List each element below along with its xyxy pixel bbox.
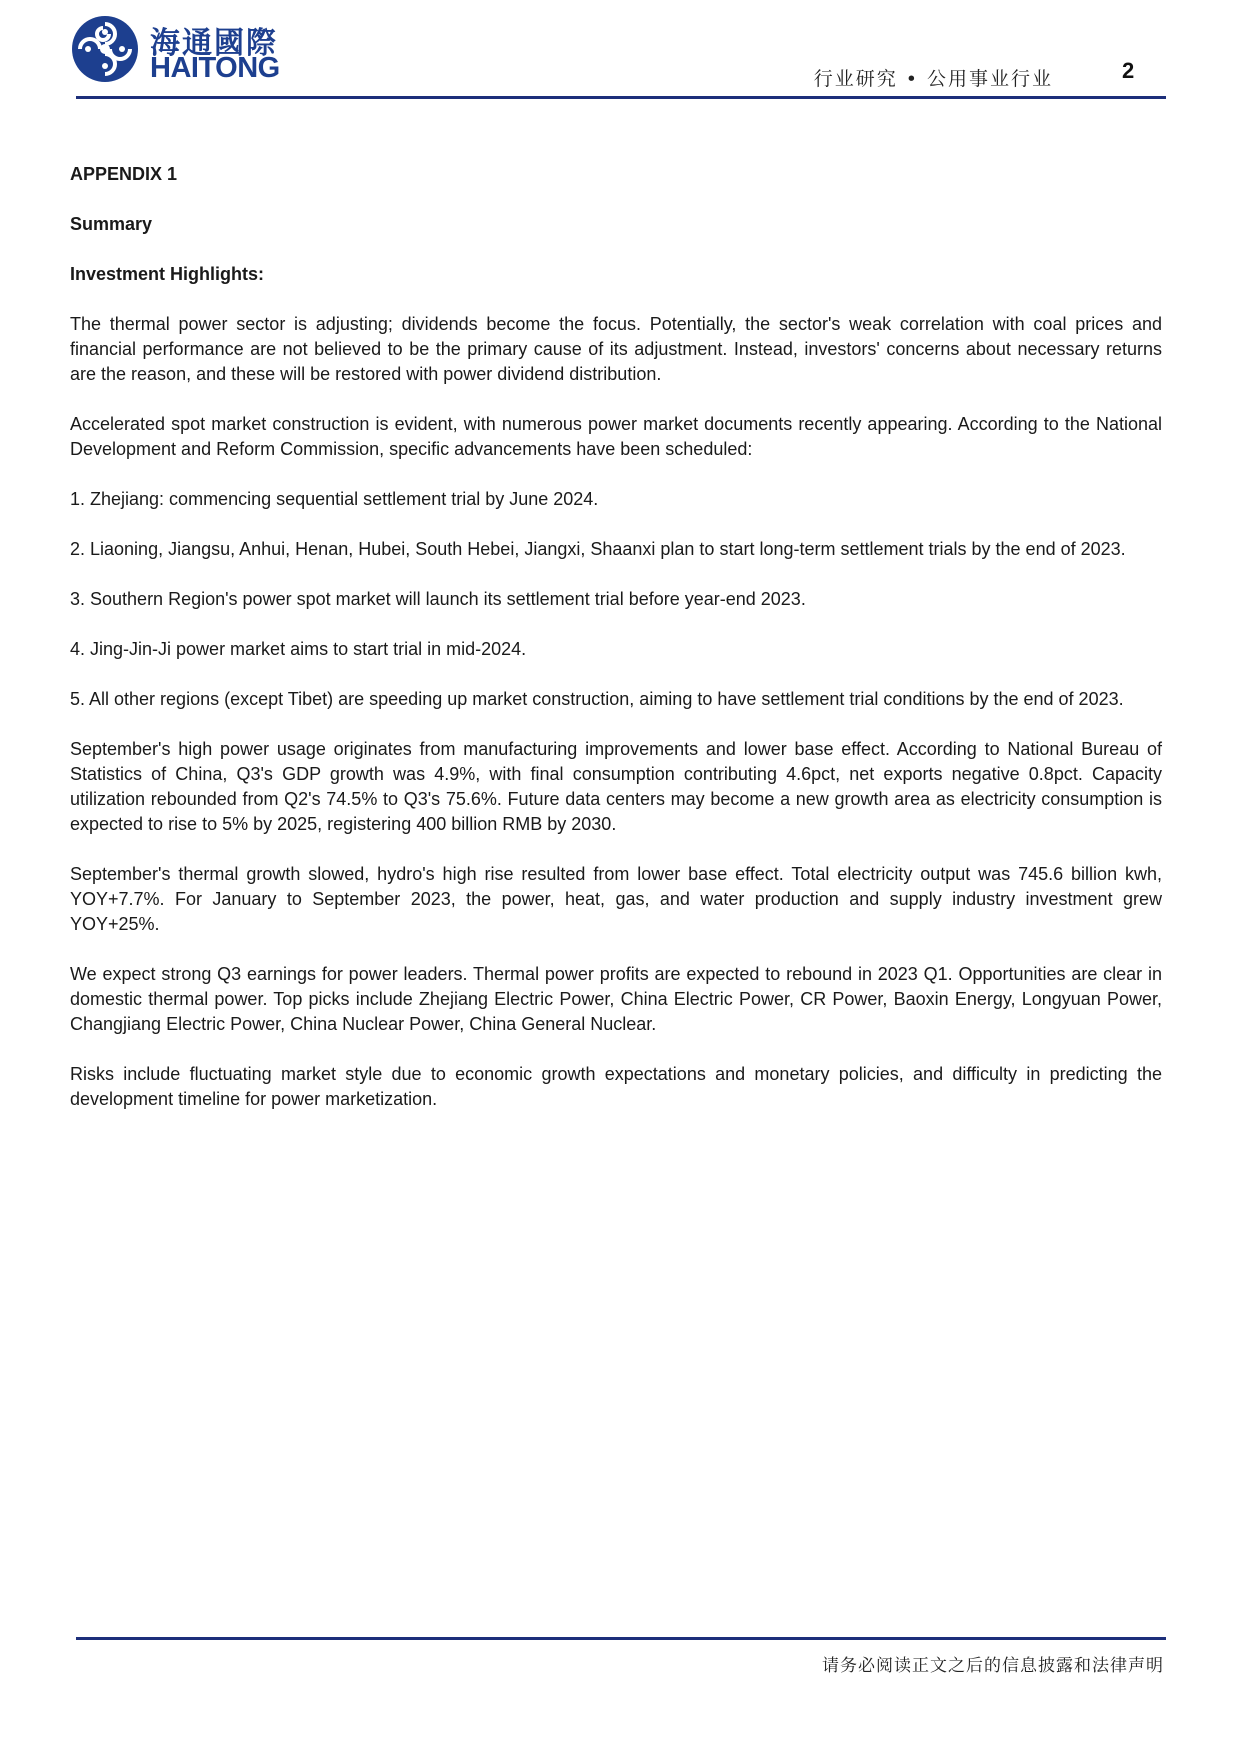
haitong-logo <box>70 14 310 86</box>
logo-chinese-name: 海通國際 <box>150 26 278 61</box>
list-item-provinces: 2. Liaoning, Jiangsu, Anhui, Henan, Hubei, South Hebei, Jiangxi, Shaanxi plan to start long-term settlement trials by the end of 2023. <box>70 539 1126 559</box>
paragraph-power-usage: September's high power usage originates from manufacturing improvements and lower base effect. According to National Bureau of Statistics of China, Q3's GDP growth was 4.9%, with final consumption contributing 4.6pct, net exports negative 0.8pct. Capacity utilization rebounded from Q2's 74.5% to Q3's 75.6%. Future data centers may become a new growth area as electricity consumption is expected to rise to 5% by 2025, registering 400 billion RMB by 2030. <box>70 739 1162 834</box>
paragraph-thermal-adjusting: The thermal power sector is adjusting; dividends become the focus. Potentially, the sector's weak correlation with coal prices and financial performance are not believed to be the primary cause of its adjustment. Instead, investors' concerns about necessary returns are the reason, and these will be restored with power dividend distribution. <box>70 314 1162 384</box>
footer-disclaimer: 请务必阅读正文之后的信息披露和法律声明 <box>822 1656 1164 1676</box>
investment-highlights-heading: Investment Highlights: <box>70 264 265 284</box>
header-rule <box>76 96 1166 99</box>
list-item-southern-region: 3. Southern Region's power spot market will launch its settlement trial before year-end 2023. <box>70 589 806 609</box>
paragraph-risks: Risks include fluctuating market style due to economic growth expectations and monetary policies, and difficulty in predicting the development timeline for power marketization. <box>70 1064 1162 1109</box>
paragraph-earnings: We expect strong Q3 earnings for power leaders. Thermal power profits are expected to rebound in 2023 Q1. Opportunities are clear in domestic thermal power. Top picks include Zhejiang Electric Power, China Electric Power, CR Power, Baoxin Energy, Longyuan Power, Changjiang Electric Power, China Nuclear Power, China General Nuclear. <box>70 964 1162 1034</box>
appendix-heading: APPENDIX 1 <box>70 164 178 184</box>
header-section-title: 行业研究 • 公用事业行业 <box>813 68 1053 90</box>
paragraph-spot-market: Accelerated spot market construction is evident, with numerous power market documents recently appearing. According to the National Development and Reform Commission, specific advancements have been scheduled: <box>70 414 1162 459</box>
summary-heading: Summary <box>70 214 153 234</box>
footer-rule <box>76 1637 1166 1640</box>
list-item-jing-jin-ji: 4. Jing-Jin-Ji power market aims to start trial in mid-2024. <box>70 639 527 659</box>
paragraph-thermal-growth: September's thermal growth slowed, hydro's high rise resulted from lower base effect. Total electricity output was 745.6 billion kwh, YOY+7.7%. For January to September 2023, the power, heat, gas, and water production and supply industry investment grew YOY+25%. <box>70 864 1162 934</box>
document-body <box>70 162 1162 1137</box>
list-item-zhejiang: 1. Zhejiang: commencing sequential settlement trial by June 2024. <box>70 489 599 509</box>
list-item-other-regions: 5. All other regions (except Tibet) are speeding up market construction, aiming to have settlement trial conditions by the end of 2023. <box>70 689 1124 709</box>
page-number: 2 <box>1122 58 1135 83</box>
logo-english-name: HAITONG <box>150 52 280 84</box>
haitong-emblem-icon <box>70 14 140 84</box>
